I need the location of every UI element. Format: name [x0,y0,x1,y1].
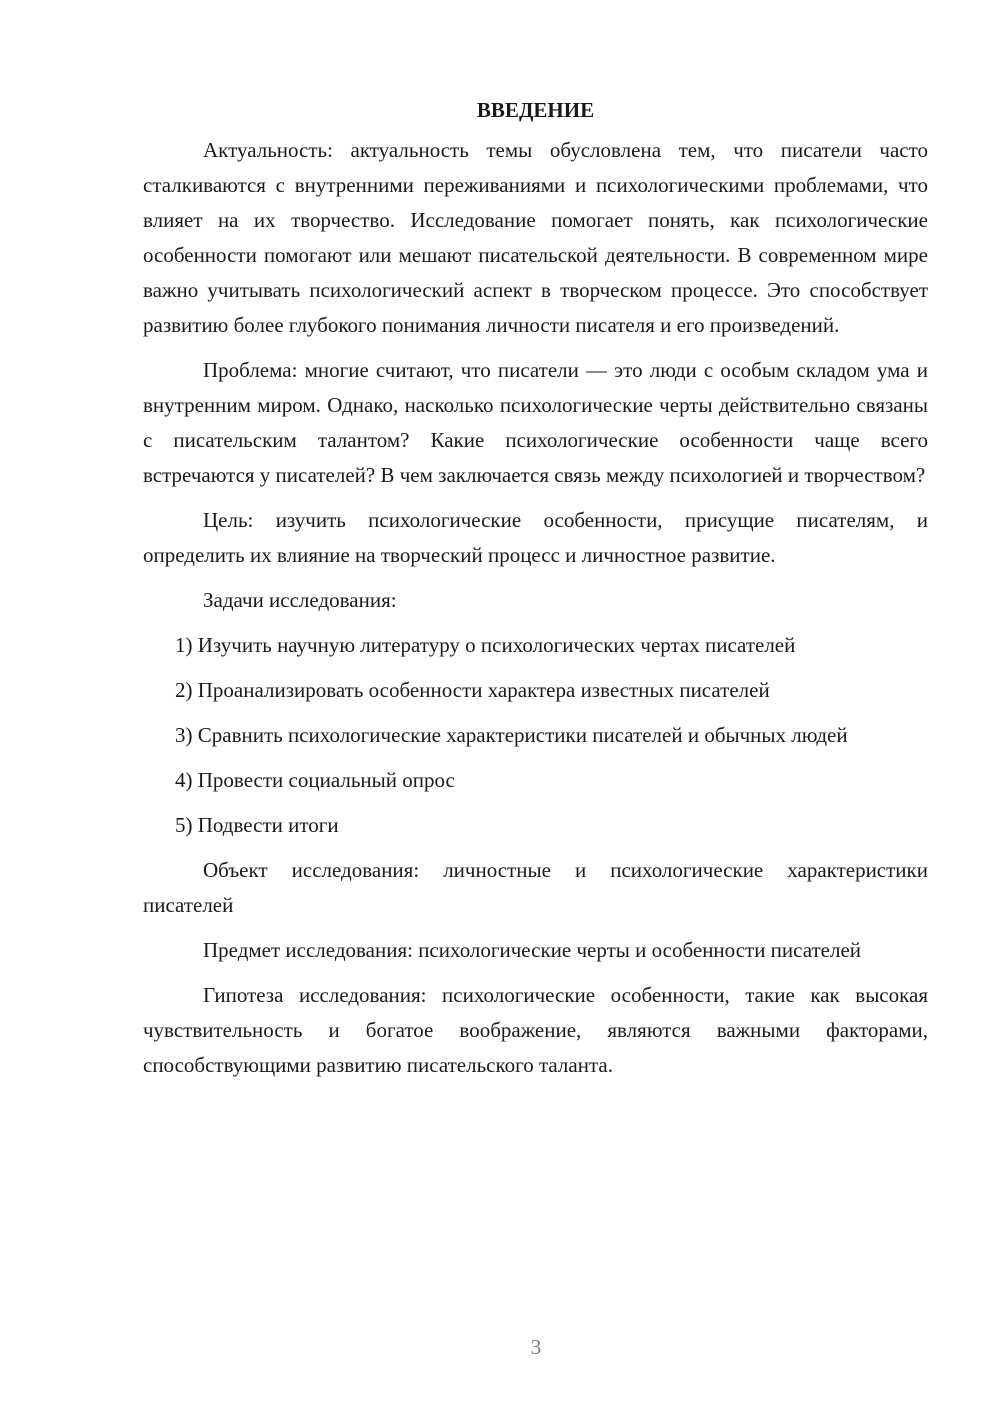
object-paragraph: Объект исследования: личностные и психологические характеристики писателей [143,858,928,917]
page-content [143,93,928,1093]
relevance-paragraph: Актуальность: актуальность темы обусловлена тем, что писатели часто сталкиваются с внутренними переживаниями и психологическими проблемами, что влияет на их творчество. Исследование помогает понять, как психологические особенности помогают или мешают писательской деятельности. В современном мире важно учитывать психологический аспект в творческом процессе. Это способствует развитию более глубокого понимания личности писателя и его произведений. [143,138,928,337]
goal-paragraph: Цель: изучить психологические особенности, присущие писателям, и определить их влияние на творческий процесс и личностное развитие. [143,508,928,567]
task-item-3: 3) Сравнить психологические характеристики писателей и обычных людей [175,723,848,747]
subject-paragraph: Предмет исследования: психологические черты и особенности писателей [203,938,862,962]
page-number: 3 [530,1335,542,1359]
task-item-5: 5) Подвести итоги [175,813,339,837]
task-item-4: 4) Провести социальный опрос [175,768,455,792]
section-title: ВВЕДЕНИЕ [476,98,595,122]
task-item-1: 1) Изучить научную литературу о психологических чертах писателей [175,633,796,657]
hypothesis-paragraph: Гипотеза исследования: психологические особенности, такие как высокая чувствительность и богатое воображение, являются важными факторами, способствующими развитию писательского таланта. [143,983,928,1077]
tasks-heading: Задачи исследования: [203,588,397,612]
problem-paragraph: Проблема: многие считают, что писатели — это люди с особым складом ума и внутренним миром. Однако, насколько психологические черты действительно связаны с писательским талантом? Какие психологические особенности чаще всего встречаются у писателей? В чем заключается связь между психологией и творчеством? [143,358,928,487]
task-item-2: 2) Проанализировать особенности характера известных писателей [175,678,770,702]
